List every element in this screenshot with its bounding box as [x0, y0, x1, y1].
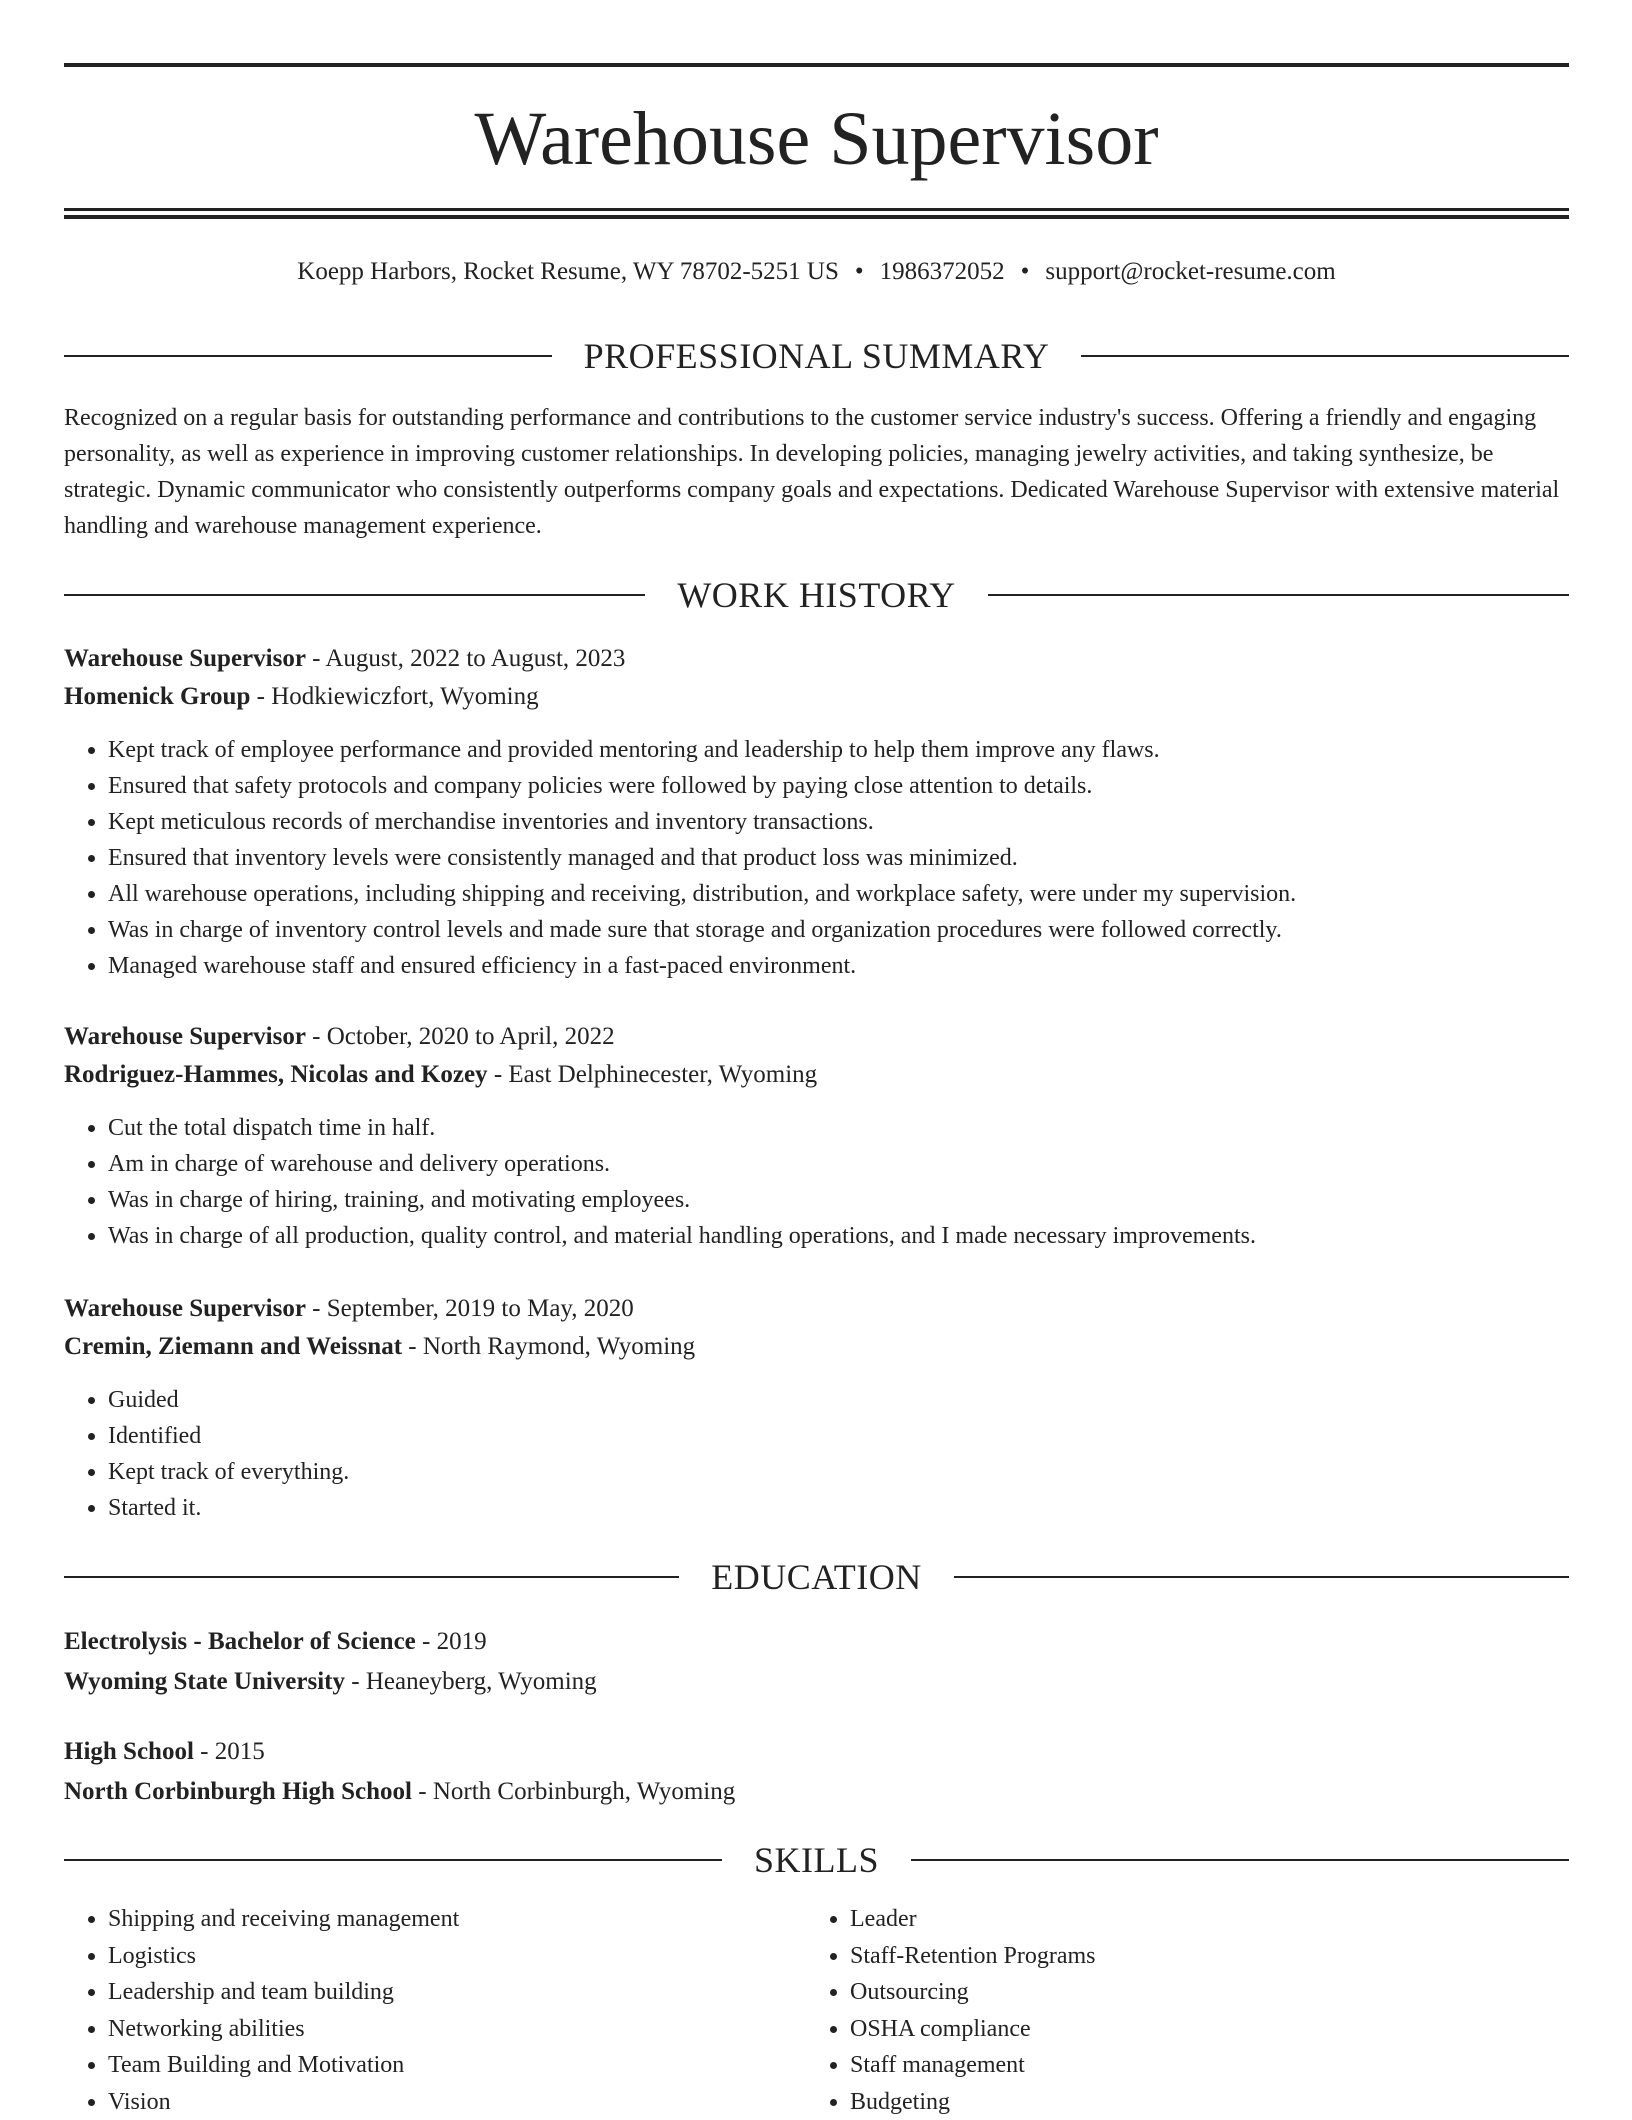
- education-entry: [64, 1732, 1569, 1812]
- job-location: - North Raymond, Wyoming: [402, 1333, 695, 1360]
- section-divider-right: [1081, 355, 1569, 357]
- education-entry: [64, 1622, 1569, 1702]
- list-item: • Managed warehouse staff and ensured efficiency in a fast-paced environment.: [108, 948, 1569, 984]
- skill-item: • Vision: [108, 2084, 459, 2120]
- header-bottom-rule: [64, 208, 1569, 211]
- skill-item: • Logistics: [108, 1938, 459, 1975]
- contact-separator: •: [1021, 258, 1030, 285]
- job-title: Warehouse Supervisor: [64, 1295, 306, 1322]
- job-company-line: [64, 678, 1569, 716]
- education-degree: Electrolysis - Bachelor of Science: [64, 1628, 416, 1655]
- section-title: WORK HISTORY: [645, 573, 987, 617]
- skill-item: • Leadership and team building: [108, 1974, 459, 2011]
- skill-item: • Outsourcing: [850, 1974, 1096, 2011]
- section-divider-right: [988, 594, 1569, 596]
- summary-text: Recognized on a regular basis for outstanding performance and contributions to the customer service industry's success. Offering a friendly and engaging personality, as well as experience in improving customer relationships. In developing policies, managing jewelry activities, and taking synthesize, be strategic. Dynamic communicator who consistently outperforms company goals and expectations. Dedicated Warehouse Supervisor with extensive material handling and warehouse management experience.: [64, 400, 1569, 544]
- section-header-skills: [64, 1838, 1569, 1882]
- education-location: - North Corbinburgh, Wyoming: [412, 1778, 735, 1805]
- job-entry: [64, 1018, 1569, 1254]
- section-divider-left: [64, 355, 552, 357]
- education-degree-line: [64, 1622, 1569, 1662]
- list-item: • Identified: [108, 1418, 1569, 1454]
- education-school-line: [64, 1772, 1569, 1812]
- section-divider-right: [911, 1859, 1569, 1861]
- section-divider-left: [64, 1576, 679, 1578]
- job-entry: [64, 640, 1569, 984]
- list-item: • Am in charge of warehouse and delivery operations.: [108, 1146, 1569, 1182]
- section-title: EDUCATION: [679, 1555, 953, 1599]
- education-school: North Corbinburgh High School: [64, 1778, 412, 1805]
- education-year: - 2019: [416, 1628, 487, 1655]
- job-company: Cremin, Ziemann and Weissnat: [64, 1333, 402, 1360]
- job-entry: [64, 1290, 1569, 1526]
- contact-phone: 1986372052: [880, 258, 1005, 285]
- job-dates: - October, 2020 to April, 2022: [306, 1023, 615, 1050]
- contact-address: Koepp Harbors, Rocket Resume, WY 78702-5251 US: [297, 258, 839, 285]
- job-dates: - August, 2022 to August, 2023: [306, 645, 625, 672]
- list-item: • Kept meticulous records of merchandise inventories and inventory transactions.: [108, 804, 1569, 840]
- job-bullets: [64, 732, 1569, 984]
- section-header-work-history: [64, 573, 1569, 617]
- skills-list-right: [806, 1901, 1096, 2120]
- contact-email: support@rocket-resume.com: [1045, 258, 1335, 285]
- header-bottom-rule-2: [64, 215, 1569, 219]
- skill-item: • Staff management: [850, 2047, 1096, 2084]
- section-title: PROFESSIONAL SUMMARY: [552, 334, 1082, 378]
- header-top-rule: [64, 63, 1569, 67]
- job-location: - Hodkiewiczfort, Wyoming: [250, 683, 538, 710]
- skill-item: • Networking abilities: [108, 2011, 459, 2048]
- section-divider-right: [954, 1576, 1569, 1578]
- skill-item: • OSHA compliance: [850, 2011, 1096, 2048]
- list-item: • Cut the total dispatch time in half.: [108, 1110, 1569, 1146]
- resume-name: Warehouse Supervisor: [64, 95, 1569, 183]
- job-bullets: [64, 1382, 1569, 1526]
- skill-item: • Leader: [850, 1901, 1096, 1938]
- job-title-line: [64, 1018, 1569, 1056]
- section-divider-left: [64, 1859, 722, 1861]
- list-item: • Was in charge of inventory control levels and made sure that storage and organization procedures were followed correctly.: [108, 912, 1569, 948]
- skill-item: • Shipping and receiving management: [108, 1901, 459, 1938]
- list-item: • Kept track of everything.: [108, 1454, 1569, 1490]
- section-title: SKILLS: [722, 1838, 911, 1882]
- job-title-line: [64, 640, 1569, 678]
- education-location: - Heaneyberg, Wyoming: [345, 1668, 597, 1695]
- list-item: • Started it.: [108, 1490, 1569, 1526]
- list-item: • Kept track of employee performance and provided mentoring and leadership to help them improve any flaws.: [108, 732, 1569, 768]
- education-school-line: [64, 1662, 1569, 1702]
- skill-item: • Budgeting: [850, 2084, 1096, 2120]
- job-title: Warehouse Supervisor: [64, 645, 306, 672]
- list-item: • All warehouse operations, including shipping and receiving, distribution, and workplace safety, were under my supervision.: [108, 876, 1569, 912]
- education-school: Wyoming State University: [64, 1668, 345, 1695]
- section-header-summary: [64, 334, 1569, 378]
- job-company-line: [64, 1056, 1569, 1094]
- list-item: • Was in charge of all production, quality control, and material handling operations, and I made necessary improvements.: [108, 1218, 1569, 1254]
- list-item: • Ensured that safety protocols and company policies were followed by paying close attention to details.: [108, 768, 1569, 804]
- education-year: - 2015: [194, 1738, 265, 1765]
- job-company-line: [64, 1328, 1569, 1366]
- job-bullets: [64, 1110, 1569, 1254]
- section-divider-left: [64, 594, 645, 596]
- skill-item: • Team Building and Motivation: [108, 2047, 459, 2084]
- job-location: - East Delphinecester, Wyoming: [488, 1061, 818, 1088]
- job-title: Warehouse Supervisor: [64, 1023, 306, 1050]
- list-item: • Guided: [108, 1382, 1569, 1418]
- contact-line: [64, 255, 1569, 289]
- job-company: Rodriguez-Hammes, Nicolas and Kozey: [64, 1061, 488, 1088]
- education-degree: High School: [64, 1738, 194, 1765]
- job-dates: - September, 2019 to May, 2020: [306, 1295, 634, 1322]
- job-title-line: [64, 1290, 1569, 1328]
- skills-list-left: [64, 1901, 459, 2120]
- education-degree-line: [64, 1732, 1569, 1772]
- section-header-education: [64, 1555, 1569, 1599]
- skill-item: • Staff-Retention Programs: [850, 1938, 1096, 1975]
- job-company: Homenick Group: [64, 683, 250, 710]
- contact-separator: •: [855, 258, 864, 285]
- list-item: • Was in charge of hiring, training, and motivating employees.: [108, 1182, 1569, 1218]
- list-item: • Ensured that inventory levels were consistently managed and that product loss was minimized.: [108, 840, 1569, 876]
